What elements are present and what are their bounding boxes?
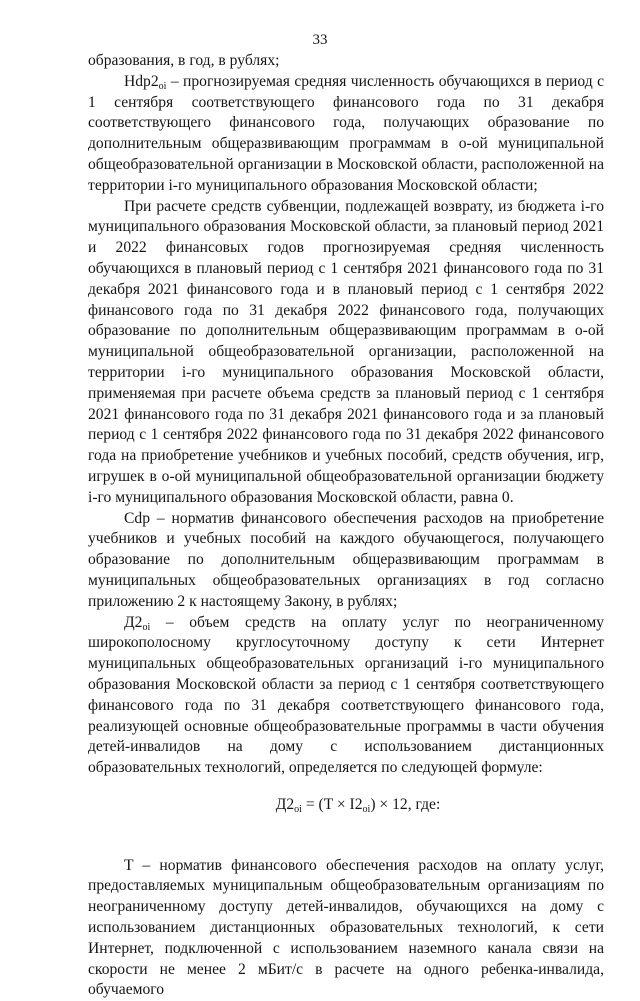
paragraph-cdp-definition: Cdp – норматив финансового обеспечения расходов на приобретение учебников и учебных пособий на каждого обучающегося, получающего образование по дополнительным общеразвивающим программам в муниципальных общеобразовательных организациях в год согласно приложению 2 к настоящему Закону, в рублях; bbox=[88, 509, 604, 610]
definition-text: – прогнозируемая средняя численность обучающихся в период с 1 сентября соответствующего финансового года по 31 декабря соответствующего финансового года, получающих образование по дополнительным общеразвивающим программам в o-ой муниципальной общеобразовательной организации в Московской области, расположенной на территории i-го муниципального образования Московской области; bbox=[88, 72, 604, 194]
formula-rhs: ) × 12, где: bbox=[370, 795, 441, 813]
page-number: 33 bbox=[312, 32, 328, 48]
formula bbox=[88, 795, 604, 816]
paragraph-continuation: образования, в год, в рублях; bbox=[88, 52, 280, 69]
formula-middle: = (T × I2 bbox=[301, 795, 363, 813]
definition-text: – объем средств на оплату услуг по неограниченному широкополосному круглосуточному доступу к сети Интернет муниципальных общеобразовательных организаций i-го муниципального образования Московской области за период с 1 сентября соответствующего финансового года по 31 декабря соответствующего финансового года, реализующей основные общеобразовательные программы в части обучения детей-инвалидов на дому с использованием дистанционных образовательных технологий, определяется по следующей формуле: bbox=[88, 613, 604, 777]
document-body bbox=[88, 51, 604, 1001]
variable-subscript: oi bbox=[142, 621, 151, 633]
paragraph-t-definition: T – норматив финансового обеспечения расходов на оплату услуг, предоставляемых муниципальным общеобразовательным организациям по неограниченному доступу детей-инвалидов, обучающихся на дому с использованием дистанционных образовательных технологий, к сети Интернет, подключенной с использованием наземного канала связи на скорости не менее 2 мБит/с в расчете на одного ребенка-инвалида, обучаемого bbox=[88, 856, 604, 999]
paragraph-d2-definition bbox=[88, 613, 604, 779]
formula-lhs: Д2 bbox=[275, 795, 295, 813]
paragraph-planning-period: При расчете средств субвенции, подлежащей возврату, из бюджета i-го муниципального образования Московской области, за плановый период 2021 и 2022 финансовых годов прогнозируемая средняя численность обучающихся в плановый период с 1 сентября 2021 финансового года по 31 декабря 2021 финансового года и в плановый период с 1 сентября 2022 финансового года по 31 декабря 2022 финансового года, получающих образование по дополнительным общеразвивающим программам в o-ой муниципальной общеобразовательной организации, расположенной на территории i-го муниципального образования Московской области, применяемая при расчете объема средств за плановый период с 1 сентября 2021 финансового года по 31 декабря 2021 финансового года и за плановый период с 1 сентября 2022 финансового года по 31 декабря 2022 финансового года на приобретение учебников и учебных пособий, средств обучения, игр, игрушек в o-ой муниципальной общеобразовательной организации бюджету i-го муниципального образования Московской области, равна 0. bbox=[88, 197, 604, 506]
variable-symbol: Hdp2 bbox=[124, 72, 159, 90]
variable-subscript: oi bbox=[158, 80, 167, 92]
paragraph-hdp2-definition bbox=[88, 72, 604, 197]
formula-middle-subscript: oi bbox=[362, 803, 371, 815]
variable-symbol: Д2 bbox=[124, 613, 143, 631]
formula-lhs-subscript: oi bbox=[294, 803, 302, 815]
